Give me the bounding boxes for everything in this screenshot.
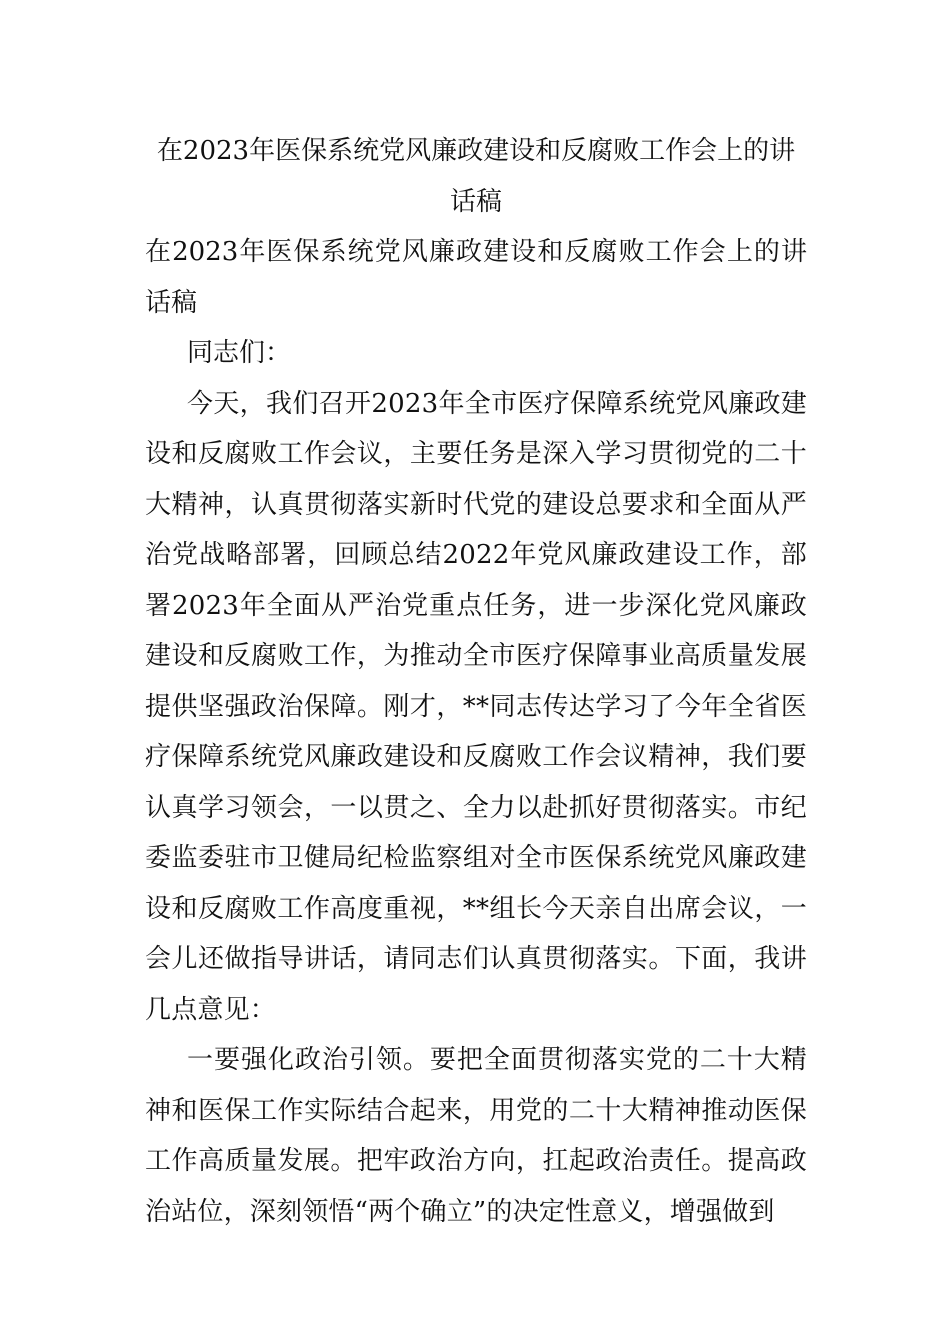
greeting: 同志们： <box>187 338 292 368</box>
paragraph-2: 一要强化政治引领。要把全面贯彻落实党的二十大精神和医保工作实际结合起来，用党的二十大精神推动医保工作高质量发展。把牢政治方向，扛起政治责任。提高政治站位，深刻领悟“两个确立”的决定性意义，增强做到 <box>145 1045 807 1227</box>
document-body <box>145 126 807 1237</box>
paragraph-1: 今天，我们召开2023年全市医疗保障系统党风廉政建设和反腐败工作会议，主要任务是深入学习贯彻党的二十大精神，认真贯彻落实新时代党的建设总要求和全面从严治党战略部署，回顾总结2022年党风廉政建设工作，部署2023年全面从严治党重点任务，进一步深化党风廉政建设和反腐败工作，为推动全市医疗保障事业高质量发展提供坚强政治保障。刚才，**同志传达学习了今年全省医疗保障系统党风廉政建设和反腐败工作会议精神，我们要认真学习领会，一以贯之、全力以赴抓好贯彻落实。市纪委监委驻市卫健局纪检监察组对全市医保系统党风廉政建设和反腐败工作高度重视，**组长今天亲自出席会议，一会儿还做指导讲话，请同志们认真贯彻落实。下面，我讲几点意见： <box>145 388 807 1025</box>
document-subtitle: 在2023年医保系统党风廉政建设和反腐败工作会上的讲话稿 <box>145 237 807 318</box>
document-title: 在2023年医保系统党风廉政建设和反腐败工作会上的讲话稿 <box>156 136 796 217</box>
